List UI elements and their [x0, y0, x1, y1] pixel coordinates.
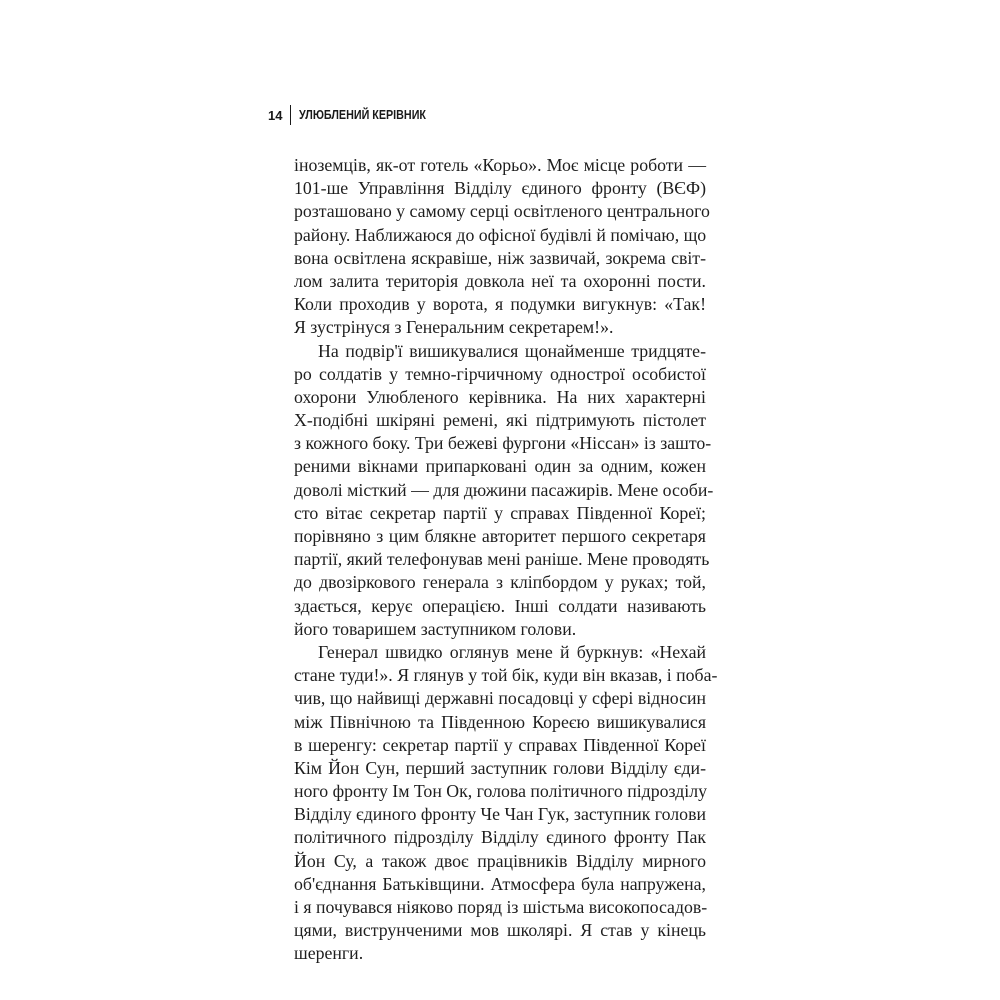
text-line: шеренги. — [294, 943, 364, 964]
text-line: іноземців, як-от готель «Корьо». Моє місце роботи — — [294, 155, 706, 175]
text-line: політичного підрозділу Відділу єдиного фронту Пак — [294, 827, 706, 848]
text-line: сто вітає секретар партії у справах Південної Кореї; — [294, 502, 706, 523]
text-line: партії, який телефонував мені раніше. Мене проводять — [294, 549, 710, 570]
text-line: з кожного боку. Три бежеві фургони «Ніссан» із зашто- — [294, 433, 712, 454]
text-line: 101-ше Управління Відділу єдиного фронту (ВЄФ) — [294, 178, 706, 199]
text-line: цями, виструнченими мов школярі. Я став у кінець — [294, 920, 706, 941]
text-line: здається, керує операцією. Інші солдати називають — [294, 595, 706, 616]
text-line: доволі місткий — для дюжини пасажирів. Мене особи- — [294, 479, 714, 500]
text-line: об'єднання Батьківщини. Атмосфера була напружена, — [294, 873, 706, 894]
text-line: стане туди!». Я глянув у той бік, куди він вказав, і поба- — [294, 665, 718, 686]
page-number: 14 — [268, 107, 283, 123]
text-line: між Північною та Південною Кореєю вишикувалися — [294, 711, 706, 732]
paragraph — [294, 154, 710, 340]
text-line: На подвір'ї вишикувалися щонайменше тридцяте- — [318, 340, 706, 361]
text-line: Я зустрінуся з Генеральним секретарем!». — [294, 317, 614, 338]
text-line: Генерал швидко оглянув мене й буркнув: «Нехай — [318, 641, 706, 662]
text-line: вона освітлена яскравіше, ніж зазвичай, зокрема світ- — [294, 247, 706, 268]
text-line: Х-подібні шкіряні ремені, які підтримують пістолет — [294, 410, 706, 431]
text-line: Коли проходив у ворота, я подумки вигукнув: «Так! — [294, 294, 706, 315]
text-line: порівняно з цим блякне авторитет першого секретаря — [294, 526, 706, 546]
text-line: району. Наближаюся до офісної будівлі й помічаю, що — [294, 224, 707, 245]
text-line: в шеренгу: секретар партії у справах Південної Кореї — [294, 734, 706, 755]
text-line: лом залита територія довкола неї та охоронні пости. — [294, 270, 706, 291]
paragraph — [294, 641, 718, 966]
text-line: чив, що найвищі державні посадовці у сфері відносин — [294, 688, 706, 709]
text-line: його товаришем заступником голови. — [294, 618, 577, 639]
text-line: розташовано у самому серці освітленого центрального — [294, 201, 710, 222]
text-line: і я почувався ніяково поряд із шістьма високопосадов- — [294, 897, 708, 917]
paragraph — [294, 340, 714, 641]
running-title: УЛЮБЛЕНИЙ КЕРІВНИК — [299, 108, 427, 122]
text-line: ного фронту Ім Тон Ок, голова політичного підрозділу — [294, 781, 707, 802]
text-line: Кім Йон Сун, перший заступник голови Відділу єди- — [294, 757, 706, 778]
text-line: Відділу єдиного фронту Че Чан Гук, заступник голови — [294, 804, 706, 825]
text-line: ро солдатів у темно-гірчичному однострої особистої — [294, 363, 706, 384]
text-line: реними вікнами припарковані один за одним, кожен — [294, 456, 706, 477]
header-divider — [290, 105, 291, 125]
text-line: Йон Су, а також двоє працівників Відділу мирного — [294, 850, 706, 871]
text-line: охорони Улюбленого керівника. На них характерні — [294, 386, 706, 407]
body-text — [294, 154, 718, 966]
text-line: до двозіркового генерала з кліпбордом у руках; той, — [294, 572, 706, 593]
running-head — [268, 104, 447, 126]
